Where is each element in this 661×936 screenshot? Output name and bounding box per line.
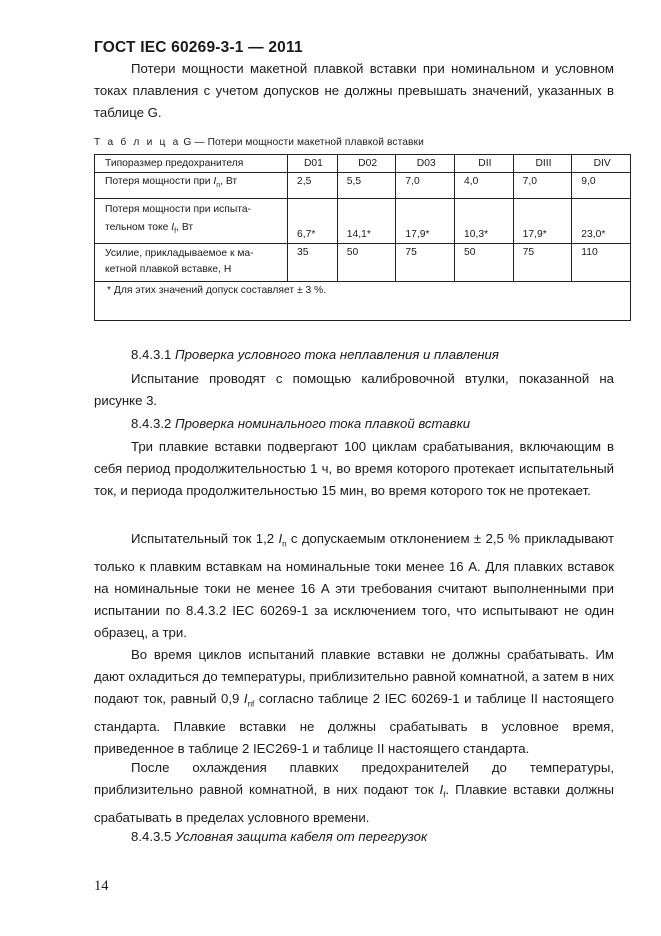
section-8432-heading: 8.4.3.2 Проверка номинального тока плавкой вставки [131,416,471,431]
section-8432-paragraph-1: Три плавкие вставки подвергают 100 циклам срабатывания, включающим в себя период продолжительностью 1 ч, во время которого протекает испытательный ток, и периода продолжительностью 15 мин, во время которого ток не протекает. [94,439,614,499]
table-cell: 14,1* [337,199,396,244]
table-cell: 17,9* [513,199,572,244]
table-row [95,244,631,282]
power-loss-table [94,154,631,321]
table-cell: 75 [396,244,455,282]
header-cell: DIII [513,155,572,173]
section-8432-paragraph-4: После охлаждения плавких предохранителей до температуры, приблизительно равной комнатной, в них подают ток $I_f$. Плавкие вставки должны срабатывать в пределах условного времени. [94,760,614,826]
section-8431-heading: 8.4.3.1 Проверка условного тока неплавления и плавления [131,347,499,362]
row-label: Потеря мощности при $I_n$, Вт [95,173,288,199]
section-8435-heading: 8.4.3.5 Условная защита кабеля от перегрузок [131,829,428,844]
document-header: ГОСТ IEC 60269-3-1 — 2011 [94,39,303,56]
table-caption-prefix: Т а б л и ц а [94,137,181,148]
table-cell: 9,0 [572,173,631,199]
header-cell: DII [455,155,514,173]
header-cell: D01 [288,155,338,173]
table-cell: 35 [288,244,338,282]
header-cell: D03 [396,155,455,173]
header-cell: D02 [337,155,396,173]
table-cell: 23,0* [572,199,631,244]
table-cell: 6,7* [288,199,338,244]
table-cell: 50 [455,244,514,282]
table-cell: 17,9* [396,199,455,244]
table-cell: 10,3* [455,199,514,244]
table-caption-title: G — Потери мощности макетной плавкой вставки [183,137,424,148]
section-8431-text: Испытание проводят с помощью калибровочной втулки, показанной на рисунке 3. [94,371,614,409]
table-row [95,173,631,199]
header-cell-param: Типоразмер предохранителя [95,155,288,173]
page-number: 14 [94,878,109,894]
intro-paragraph: Потери мощности макетной плавкой вставки при номинальном и условном токах плавления с учетом допусков не должны превышать значений, указанных в таблице G. [94,61,614,121]
table-caption [94,137,424,148]
table-cell: 2,5 [288,173,338,199]
row-label: Усилие, прикладываемое к ма- кетной плавкой вставке, Н [95,244,288,282]
table-cell: 110 [572,244,631,282]
table-cell: 7,0 [513,173,572,199]
table-cell: 50 [337,244,396,282]
table-cell: 75 [513,244,572,282]
table-cell: 4,0 [455,173,514,199]
section-8432-paragraph-2: Испытательный ток 1,2 $I_n$ с допускаемым отклонением ± 2,5 % прикладывают только к плавким вставкам на номинальные токи менее 16 А. Для плавких вставок на номинальные токи не менее 16 А эти требования считают выполненными при испытании по 8.4.3.2 IEC 60269-1 за исключением того, что испытывают не один образец, а три. [94,531,614,641]
section-8432-paragraph-3: Во время циклов испытаний плавкие вставки не должны срабатывать. Им дают охладиться до температуры, приблизительно равной комнатной, а затем в них подают ток, равный 0,9 $I_{nf}$ согласно таблице 2 IEC 60269-1 и таблице II настоящего стандарта. Плавкие вставки не должны срабатывать в условное время, приведенное в таблице 2 IEC269-1 и таблице II настоящего стандарта. [94,647,614,757]
table-note: * Для этих значений допуск составляет ± 3 %. [95,282,631,321]
table-note-row [95,282,631,321]
row-label: Потеря мощности при испыта- тельном токе $I_f$, Вт [95,199,288,244]
table-cell: 5,5 [337,173,396,199]
table-cell: 7,0 [396,173,455,199]
header-cell: DIV [572,155,631,173]
table-row [95,199,631,244]
table-header-row [95,155,631,173]
